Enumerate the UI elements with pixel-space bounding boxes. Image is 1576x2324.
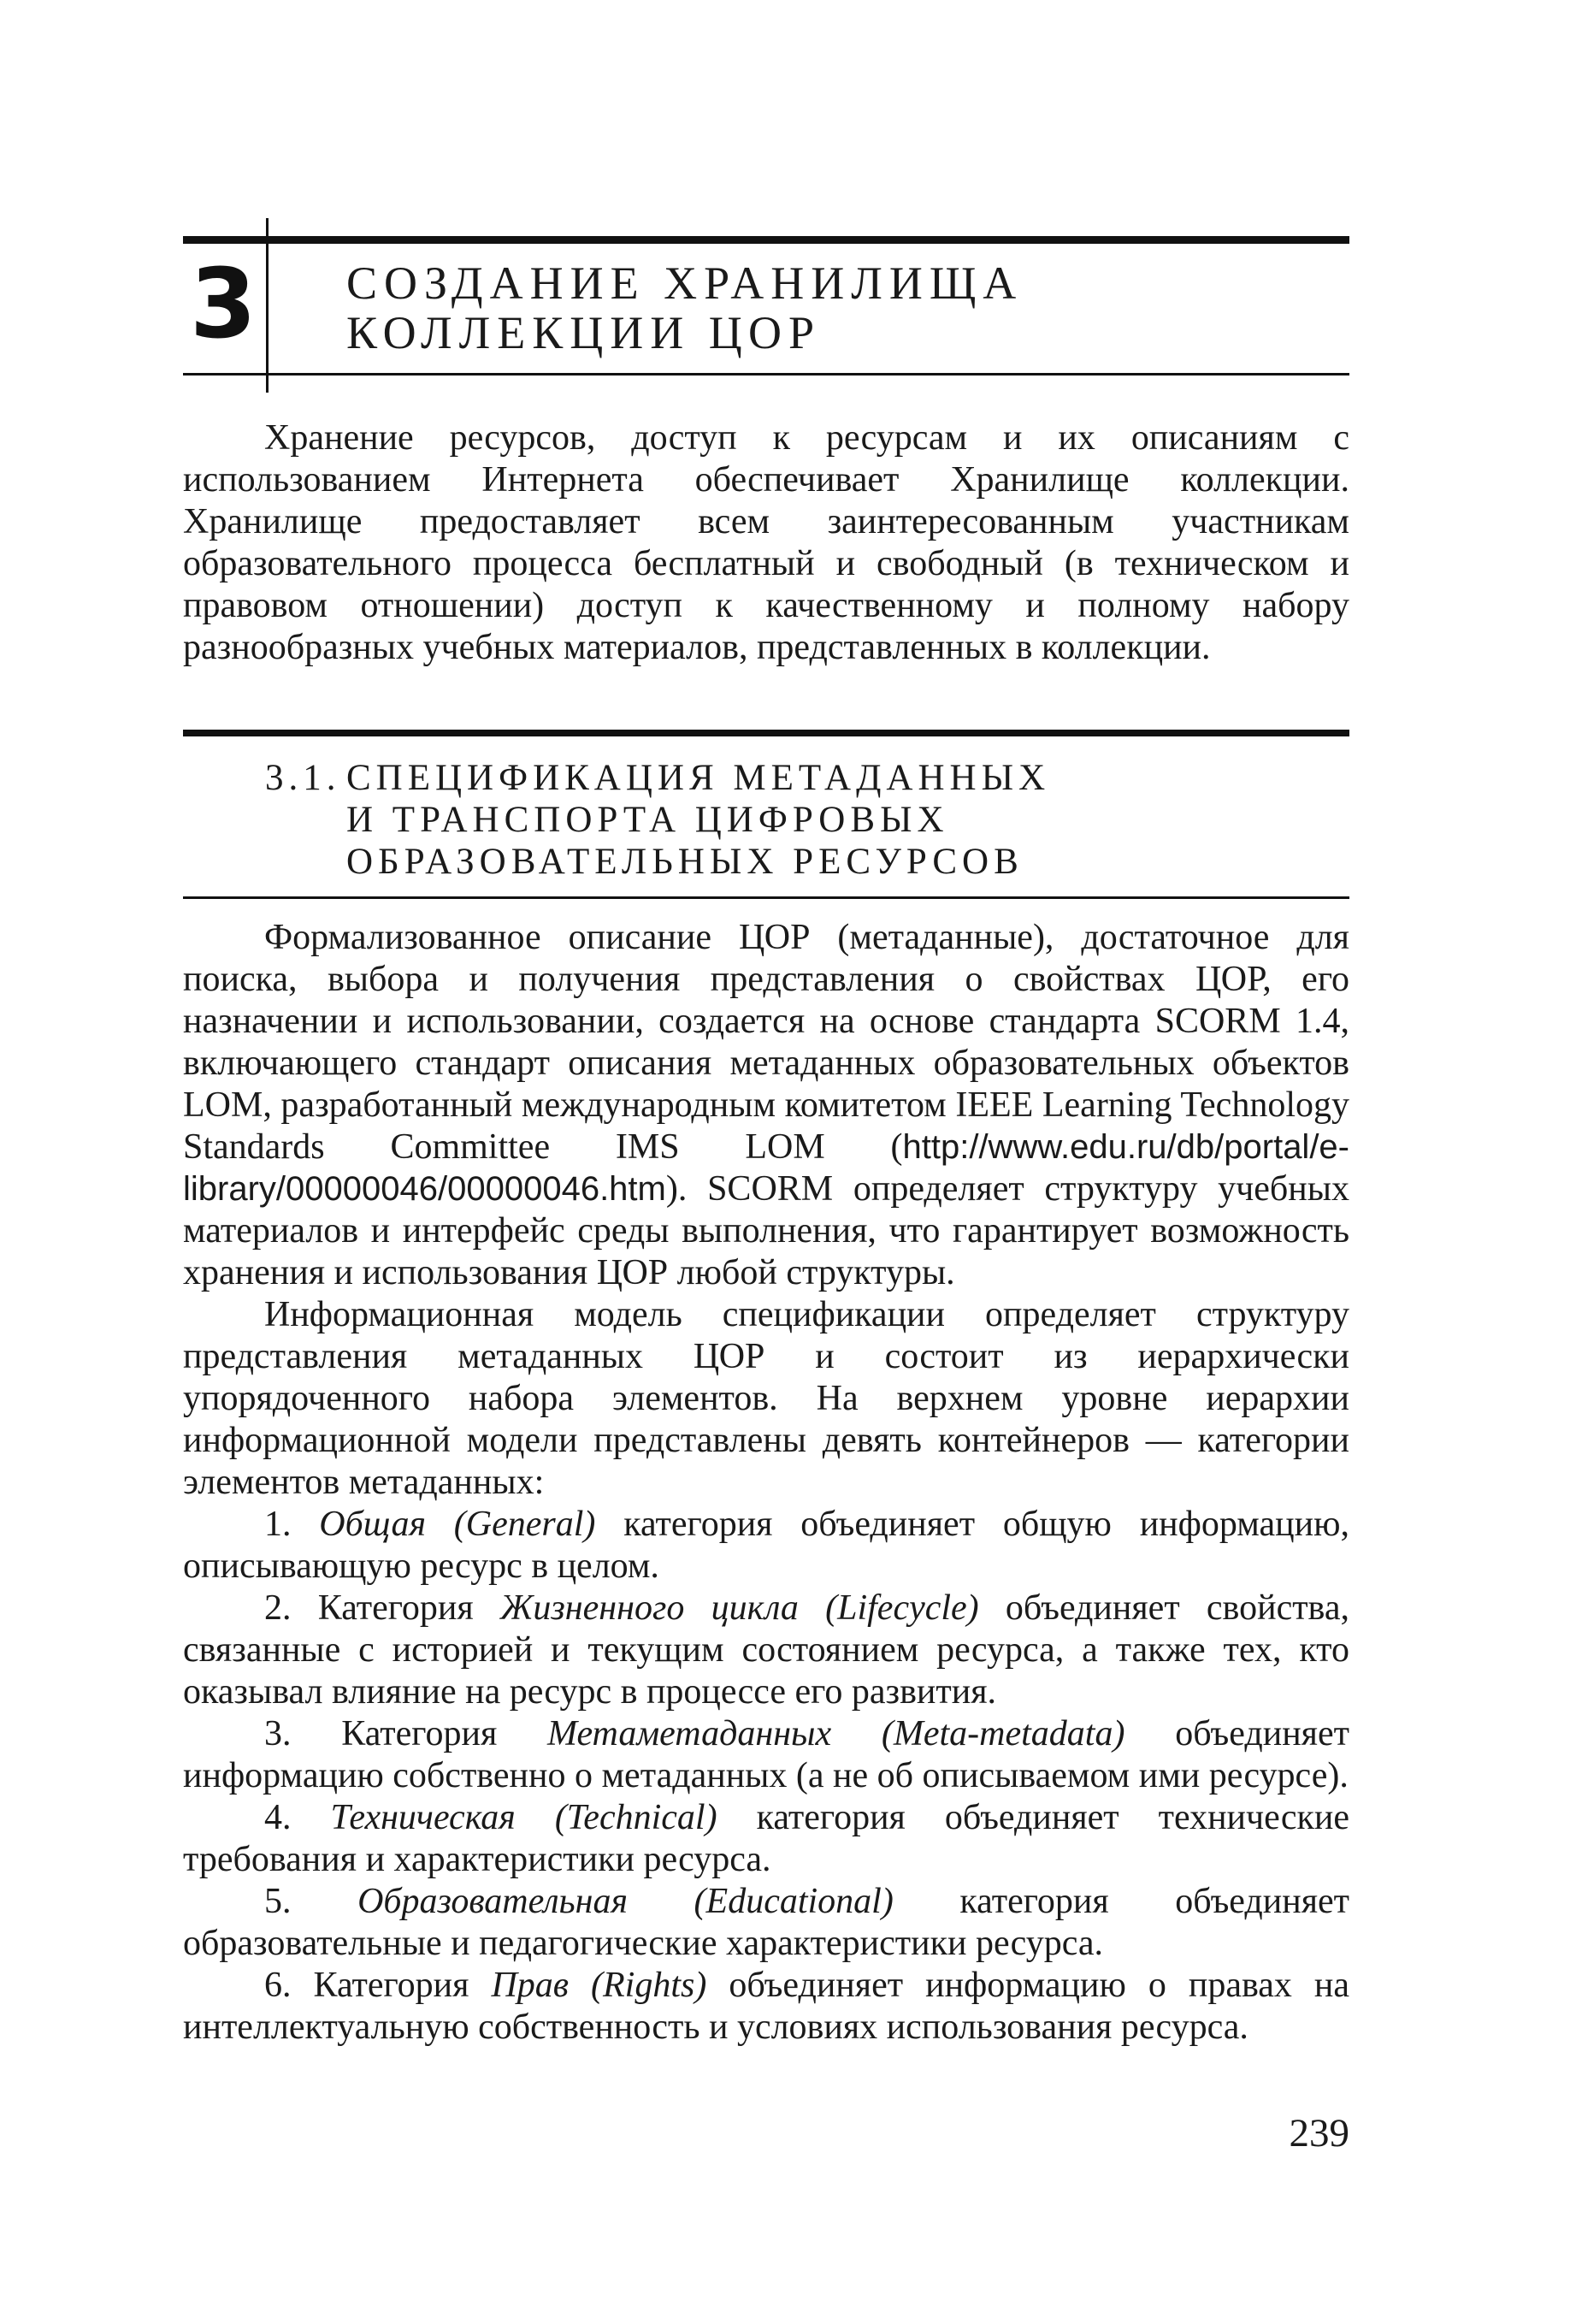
chapter-bottom-rule [183, 373, 1349, 376]
category-item: 1. Общая (General) категория объединяет общую информацию, описывающую ресурс в целом. [183, 1505, 1349, 1586]
body-text: Формализованное описание ЦОР (метаданные), достаточное для поиска, выбора и получения представления о свойствах ЦОР, его назначении и использовании, создается на основе стандарта SCORM 1.4, включающего стандарт описания метаданных образовательных объектов LOM, разработанный международным комитетом IEEE Learning Technology Standards Committee IMS LOM ( [183, 918, 1349, 1167]
category-term: Прав (Rights) [491, 1966, 707, 2005]
category-term: Техническая (Technical) [330, 1798, 717, 1837]
category-item: 5. Образовательная (Educational) категория объединяет образовательные и педагогические характеристики ресурса. [183, 1882, 1350, 1963]
chapter-title-line: СОЗДАНИЕ ХРАНИЛИЩА [346, 257, 1024, 309]
intro-paragraph: Хранение ресурсов, доступ к ресурсам и их описаниям с использованием Интернета обеспечивает Хранилище коллекции. Хранилище предоставляет всем заинтересованным участникам образовательного процесса бесплатный и свободный (в техническом и правовом отношении) доступ к качественному и полному набору разнообразных учебных материалов, представленных в коллекции. [183, 418, 1349, 667]
category-term: Общая (General) [319, 1505, 596, 1544]
category-term: Метаметаданных (Meta-metadata) [547, 1714, 1125, 1753]
category-item: 2. Категория Жизненного цикла (Lifecycle) объединяет свойства, связанные с историей и текущим состоянием ресурса, а также тех, кто оказывал влияние на ресурс в процессе его развития. [183, 1588, 1349, 1712]
body-text: ). SCORM определяет структуру учебных материалов и интерфейс среды выполнения, что гарантирует возможность хранения и использования ЦОР любой структуры. [183, 1169, 1349, 1292]
chapter-title-line: КОЛЛЕКЦИИ ЦОР [346, 307, 822, 358]
category-term: Образовательная (Educational) [357, 1882, 894, 1921]
chapter-number: 3 [190, 249, 257, 360]
category-item: 6. Категория Прав (Rights) объединяет информацию о правах на интеллектуальную собственность и условиях использования ресурса. [183, 1966, 1349, 2047]
section-bottom-rule [183, 896, 1349, 899]
intro-block [183, 417, 1349, 669]
section-title-line: СПЕЦИФИКАЦИЯ МЕТАДАННЫХ [346, 758, 1051, 798]
category-item: 3. Категория Метаметаданных (Meta-metadata) объединяет информацию собственно о метаданных (а не об описываемом ими ресурсе). [183, 1714, 1349, 1795]
page-number: 239 [1289, 2111, 1349, 2155]
category-item: 4. Техническая (Technical) категория объединяет технические требования и характеристики ресурса. [183, 1798, 1350, 1879]
section-title-line: ОБРАЗОВАТЕЛЬНЫХ РЕСУРСОВ [346, 842, 1024, 882]
chapter-top-rule [183, 236, 1349, 244]
section-title-line: И ТРАНСПОРТА ЦИФРОВЫХ [346, 800, 949, 840]
body-paragraph: Информационная модель спецификации определяет структуру представления метаданных ЦОР и состоит из иерархически упорядоченного набора элементов. На верхнем уровне иерархии информационной модели представлены девять контейнеров — категории элементов метаданных: [183, 1295, 1349, 1502]
category-term: Жизненного цикла (Lifecycle) [499, 1588, 979, 1628]
section-number: 3.1. [265, 758, 341, 798]
reference-url: http://www.edu.ru/db/portal/e-library/00000046/00000046.htm [183, 1128, 1349, 1208]
section-top-rule [183, 730, 1349, 736]
body-block [183, 917, 1349, 2049]
chapter-vertical-rule [266, 218, 269, 393]
chapter-title [346, 258, 1330, 358]
body-paragraph [183, 917, 1349, 1294]
